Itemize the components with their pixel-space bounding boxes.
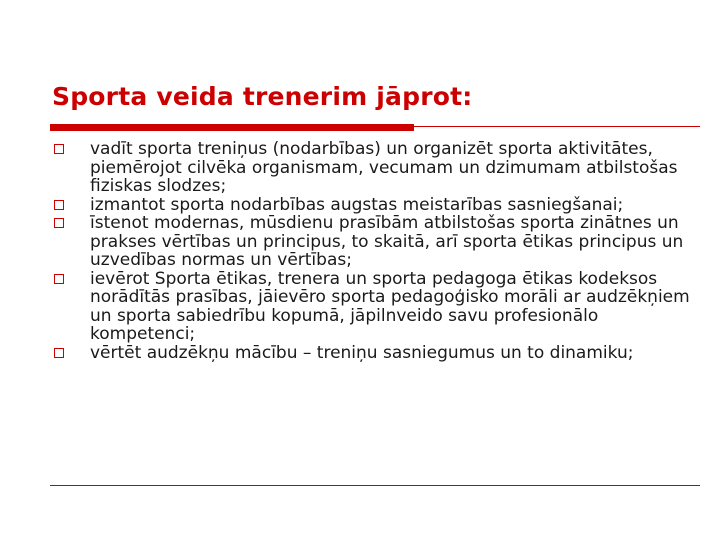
- bullet-item-1: [52, 140, 692, 196]
- bullet-item-2: [52, 196, 692, 215]
- title-underline-accent: [50, 124, 414, 131]
- hollow-square-bullet-icon: [54, 200, 64, 210]
- bullet-text: izmantot sporta nodarbības augstas meistarības sasniegšanai;: [90, 194, 624, 215]
- bullet-text: īstenot modernas, mūsdienu prasībām atbilstošas sporta zinātnes un prakses vērtības un principus, to skaitā, arī sporta ētikas principus un uzvedības normas un vērtības;: [90, 213, 684, 270]
- bullet-list: [52, 140, 692, 362]
- hollow-square-bullet-icon: [54, 348, 64, 358]
- footer-divider: [50, 485, 700, 486]
- hollow-square-bullet-icon: [54, 144, 64, 154]
- bullet-text: ievērot Sporta ētikas, trenera un sporta pedagoga ētikas kodeksos norādītās prasības, jāievēro sporta pedagoģisko morāli ar audzēkņiem un sporta sabiedrību kopumā, jāpilnveido savu profesionālo kompetenci;: [90, 268, 690, 344]
- bullet-item-4: [52, 270, 692, 344]
- hollow-square-bullet-icon: [54, 274, 64, 284]
- bullet-item-5: [52, 344, 692, 363]
- slide-title: Sporta veida trenerim jāprot:: [52, 82, 473, 111]
- hollow-square-bullet-icon: [54, 218, 64, 228]
- bullet-text: vērtēt audzēkņu mācību – treniņu sasniegumus un to dinamiku;: [90, 342, 634, 363]
- bullet-item-3: [52, 214, 692, 270]
- bullet-text: vadīt sporta treniņus (nodarbības) un organizēt sporta aktivitātes, piemērojot cilvēka organismam, vecumam un dzimumam atbilstošas fiziskas slodzes;: [90, 139, 678, 196]
